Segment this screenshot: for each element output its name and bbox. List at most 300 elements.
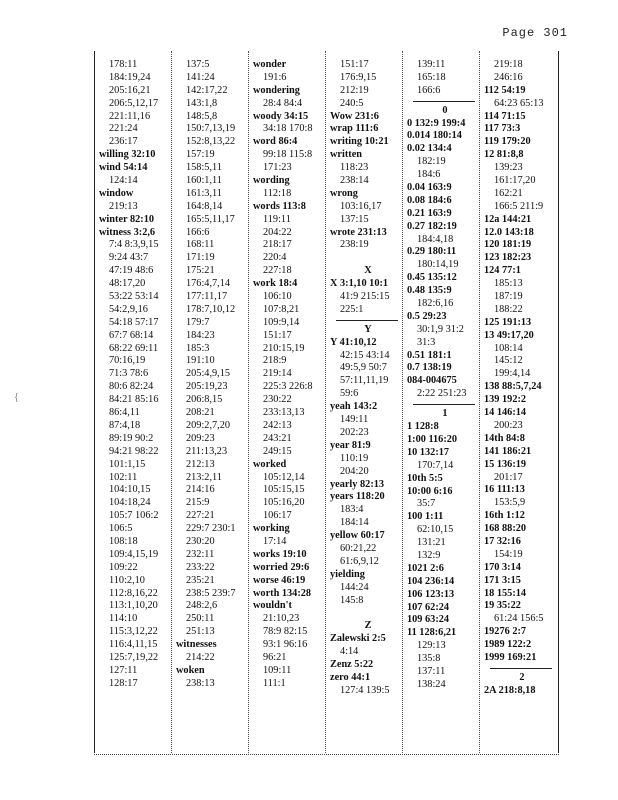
page-reference: 227:21 (186, 510, 215, 522)
section-rule (490, 668, 552, 669)
page-reference: 218:17 (263, 239, 292, 251)
page-reference: 145:8 (340, 594, 364, 606)
page-reference: 202:23 (340, 426, 369, 438)
index-term: 10 132:17 (407, 446, 450, 458)
page-reference: 116:4,11,15 (109, 639, 158, 651)
page-reference: 191:6 (263, 71, 287, 83)
index-term: 2A 218:8,18 (484, 684, 536, 696)
index-column-4 (330, 59, 406, 698)
page-reference: 84:21 85:16 (109, 394, 159, 406)
index-term: 0.7 138:19 (407, 362, 452, 374)
page-reference: 166:6 (417, 84, 441, 96)
page-reference: 233:13,13 (263, 407, 305, 419)
index-term: 123 182:23 (484, 252, 532, 264)
page-reference: 151:17 (340, 59, 369, 70)
index-term: wording (253, 175, 290, 187)
page-reference: 61:6,9,12 (340, 555, 379, 567)
page-reference: 41:9 215:15 (340, 291, 390, 303)
page-reference: 184:14 (340, 517, 369, 529)
index-term: writing 10:21 (330, 136, 389, 148)
page-reference: 64:23 65:13 (494, 97, 544, 109)
page-reference: 213:2,11 (186, 471, 222, 483)
page-reference: 119:11 (263, 213, 291, 225)
page-reference: 168:11 (186, 239, 215, 251)
section-letter: 2 (519, 671, 525, 683)
page-reference: 212:19 (340, 84, 369, 96)
index-term: 12 81:8,8 (484, 149, 524, 161)
index-term: window (99, 187, 134, 199)
page-reference: 221:24 (109, 123, 138, 135)
page-reference: 175:21 (186, 265, 215, 277)
page-reference: 132:9 (417, 549, 441, 561)
section-letter: 0 (442, 104, 448, 116)
index-term: 12.0 143:18 (484, 226, 534, 238)
index-term: written (330, 149, 363, 161)
index-term: witness 3:2,6 (99, 226, 156, 238)
index-term: worked (253, 458, 287, 470)
index-term: wonder (253, 59, 287, 70)
page-reference: 220:4 (263, 252, 287, 264)
page-reference: 125:7,19,22 (109, 651, 159, 663)
index-term: 0.29 180:11 (407, 246, 457, 258)
page-reference: 28:4 84:4 (263, 97, 303, 109)
page-reference: 180:14,19 (417, 259, 459, 271)
page-reference: 139:11 (417, 59, 446, 70)
page-reference: 215:9 (186, 497, 210, 509)
index-term: 112 54:19 (484, 84, 526, 96)
page-reference: 152:8,13,22 (186, 136, 236, 148)
page-reference: 229:7 230:1 (186, 523, 236, 535)
page-reference: 109:11 (263, 664, 292, 676)
index-term: wouldn't (253, 600, 292, 612)
page-reference: 104:10,15 (109, 484, 151, 496)
page-reference: 230:20 (186, 535, 215, 547)
page-reference: 219:18 (494, 59, 523, 70)
page-reference: 153:5,9 (494, 497, 526, 509)
index-frame (94, 51, 559, 753)
index-term: 084-004675 (407, 375, 457, 387)
page-reference: 57:11,11,19 (340, 375, 389, 387)
page-reference: 210:15,19 (263, 342, 305, 354)
page-reference: 99:18 115:8 (263, 149, 313, 161)
page-reference: 230:22 (263, 394, 292, 406)
page-reference: 31:3 (417, 336, 436, 348)
page-reference: 204:22 (263, 226, 292, 238)
index-term: 138 88:5,7,24 (484, 381, 542, 393)
page-reference: 251:13 (186, 626, 215, 638)
index-term: 1999 169:21 (484, 651, 537, 663)
index-term: wondering (253, 84, 300, 96)
page-reference: 144:24 (340, 581, 369, 593)
page-reference: 137:11 (417, 665, 446, 677)
page-reference: 182:19 (417, 156, 446, 168)
index-term: worse 46:19 (253, 574, 306, 586)
page-reference: 148:5,8 (186, 110, 218, 122)
page-reference: 185:13 (494, 278, 523, 290)
index-term: 13 49:17,20 (484, 329, 534, 341)
index-term: Zenz 5:22 (330, 658, 374, 670)
page-reference: 199:4,14 (494, 368, 531, 380)
page-reference: 108:14 (494, 342, 523, 354)
index-term: woken (176, 664, 205, 676)
page-reference: 249:15 (263, 445, 292, 457)
index-term: 0.45 135:12 (407, 272, 457, 284)
page-reference: 165:18 (417, 71, 446, 83)
page-reference: 204:20 (340, 465, 369, 477)
page-reference: 184:6 (417, 169, 441, 181)
page-reference: 21:10,23 (263, 613, 300, 625)
index-term: yearly 82:13 (330, 478, 385, 490)
page-reference: 34:18 170:8 (263, 123, 313, 135)
page-reference: 162:21 (494, 187, 523, 199)
section-letter: 1 (442, 408, 448, 420)
page-reference: 187:19 (494, 291, 523, 303)
page-reference: 93:1 96:16 (263, 639, 308, 651)
page-reference: 151:17 (263, 329, 292, 341)
page-reference: 129:13 (417, 640, 446, 652)
page-reference: 176:9,15 (340, 71, 377, 83)
page-reference: 150:7,13,19 (186, 123, 236, 135)
index-term: 1989 122:2 (484, 639, 532, 651)
page-reference: 232:11 (186, 548, 215, 560)
page-reference: 171:23 (263, 162, 292, 174)
index-term: 12a 144:21 (484, 213, 532, 225)
index-term: 125 191:13 (484, 316, 532, 328)
page-reference: 206:8,15 (186, 394, 223, 406)
section-rule (413, 101, 475, 102)
index-term: 0.02 134:4 (407, 143, 452, 155)
page-reference: 188:22 (494, 303, 523, 315)
page-reference: 139:23 (494, 162, 523, 174)
page-reference: 218:9 (263, 355, 287, 367)
page-reference: 114:10 (109, 613, 138, 625)
index-term: work 18:4 (253, 278, 298, 290)
section-letter: Y (364, 323, 372, 335)
index-term: zero 44:1 (330, 671, 371, 683)
page-reference: 105:12,14 (263, 471, 305, 483)
page-reference: 184:4,18 (417, 233, 454, 245)
page-reference: 250:11 (186, 613, 215, 625)
page-reference: 2:22 251:23 (417, 388, 467, 400)
index-term: 117 73:3 (484, 123, 521, 135)
page-reference: 118:23 (340, 162, 369, 174)
page-reference: 238:5 239:7 (186, 587, 236, 599)
index-term: 1 128:8 (407, 421, 439, 433)
page-reference: 212:13 (186, 458, 215, 470)
index-term: 0.21 163:9 (407, 207, 452, 219)
page-reference: 208:21 (186, 407, 215, 419)
page-reference: 127:11 (109, 664, 138, 676)
index-term: worried 29:6 (253, 561, 310, 573)
page-reference: 238:19 (340, 239, 369, 251)
page-reference: 183:4 (340, 504, 364, 516)
page-reference: 101:1,15 (109, 458, 146, 470)
page-reference: 164:8,14 (186, 200, 223, 212)
page-reference: 219:14 (263, 368, 292, 380)
page-reference: 60:21,22 (340, 542, 377, 554)
page-reference: 238:13 (186, 677, 215, 689)
page-reference: 49:5,9 50:7 (340, 362, 387, 374)
page-reference: 48:17,20 (109, 278, 146, 290)
page-reference: 242:13 (263, 419, 292, 431)
page-reference: 62:10,15 (417, 524, 454, 536)
page-reference: 184:19,24 (109, 71, 151, 83)
page-reference: 209:23 (186, 432, 215, 444)
index-term: 0.08 184:6 (407, 194, 452, 206)
index-term: 0.51 181:1 (407, 349, 452, 361)
page-reference: 157:19 (186, 149, 215, 161)
page-reference: 127:4 139:5 (340, 684, 390, 696)
index-term: 16 111:13 (484, 484, 525, 496)
page-reference: 71:3 78:6 (109, 368, 149, 380)
index-term: 19276 2:7 (484, 626, 527, 638)
page-reference: 30:1,9 31:2 (417, 323, 464, 335)
page-reference: 225:1 (340, 303, 364, 315)
index-term: 124 77:1 (484, 265, 521, 277)
index-term: yeah 143:2 (330, 401, 378, 413)
index-term: 114 71:15 (484, 110, 526, 122)
page-reference: 214:16 (186, 484, 215, 496)
page-reference: 248:2,6 (186, 600, 218, 612)
index-term: 0 132:9 199:4 (407, 117, 466, 129)
page-reference: 221:11,16 (109, 110, 151, 122)
index-term: 109 63:24 (407, 614, 450, 626)
page-reference: 54:2,9,16 (109, 303, 148, 315)
page-reference: 135:8 (417, 653, 441, 665)
index-term: 107 62:24 (407, 601, 450, 613)
index-term: years 118:20 (330, 491, 385, 503)
index-term: witnesses (176, 639, 217, 651)
index-term: 19 35:22 (484, 600, 521, 612)
index-term: 15 136:19 (484, 458, 527, 470)
page-reference: 17:14 (263, 535, 287, 547)
page-reference: 137:5 (186, 59, 210, 70)
page-reference: 246:16 (494, 71, 523, 83)
page-reference: 149:11 (340, 414, 369, 426)
page-reference: 200:23 (494, 419, 523, 431)
index-term: 0.48 135:9 (407, 285, 452, 297)
index-term: 14 146:14 (484, 407, 527, 419)
index-column-3 (253, 59, 329, 691)
index-term: 141 186:21 (484, 445, 532, 457)
page-reference: 143:1,8 (186, 97, 218, 109)
index-term: works 19:10 (253, 548, 307, 560)
page-reference: 166:6 (186, 226, 210, 238)
page-reference: 61:24 156:5 (494, 613, 544, 625)
index-term: 106 123:13 (407, 588, 455, 600)
page-reference: 177:11,17 (186, 291, 228, 303)
index-term: 14th 84:8 (484, 432, 525, 444)
page-reference: 191:10 (186, 355, 215, 367)
page-reference: 185:3 (186, 342, 210, 354)
page-reference: 113:1,10,20 (109, 600, 158, 612)
page-reference: 184:23 (186, 329, 215, 341)
page-reference: 108:18 (109, 535, 138, 547)
page-reference: 154:19 (494, 548, 523, 560)
page-reference: 165:5,11,17 (186, 213, 235, 225)
index-term: yellow 60:17 (330, 530, 385, 542)
page-reference: 206:5,12,17 (109, 97, 159, 109)
page-reference: 102:11 (109, 471, 138, 483)
index-term: words 113:8 (253, 200, 306, 212)
page-reference: 128:17 (109, 677, 138, 689)
index-term: Wow 231:6 (330, 110, 379, 122)
page-reference: 170:7,14 (417, 459, 454, 471)
page-number: Page 301 (502, 26, 568, 40)
page-reference: 131:21 (417, 537, 446, 549)
page-reference: 161:3,11 (186, 187, 222, 199)
index-term: 0.27 182:19 (407, 220, 457, 232)
index-term: 120 181:19 (484, 239, 532, 251)
index-term: 168 88:20 (484, 523, 527, 535)
index-column-6 (484, 59, 560, 698)
page-reference: 105:15,15 (263, 484, 305, 496)
page-reference: 160:1,11 (186, 175, 222, 187)
index-term: 104 236:14 (407, 575, 455, 587)
index-term: 139 192:2 (484, 394, 527, 406)
page-reference: 166:5 211:9 (494, 200, 544, 212)
index-term: 1:00 116:20 (407, 433, 458, 445)
page-reference: 103:16,17 (340, 200, 382, 212)
page-reference: 59:6 (340, 388, 359, 400)
page-reference: 4:14 (340, 646, 359, 658)
page-reference: 109:22 (109, 561, 138, 573)
page-reference: 110:19 (340, 452, 369, 464)
page-reference: 124:14 (109, 175, 138, 187)
bottom-border (94, 754, 559, 755)
index-term: 0.5 29:23 (407, 310, 447, 322)
page-reference: 106:17 (263, 510, 292, 522)
page-reference: 209:2,7,20 (186, 419, 231, 431)
index-term: working (253, 523, 290, 535)
page-reference: 109:4,15,19 (109, 548, 159, 560)
page-reference: 137:15 (340, 213, 369, 225)
page-reference: 106:5 (109, 523, 133, 535)
page-reference: 115:3,12,22 (109, 626, 158, 638)
spacer (330, 607, 406, 620)
page-reference: 205:4,9,15 (186, 368, 231, 380)
page-reference: 236:17 (109, 136, 138, 148)
page-reference: 178:7,10,12 (186, 303, 236, 315)
index-term: Zalewski 2:5 (330, 633, 386, 645)
page-reference: 233:22 (186, 561, 215, 573)
index-term: 0.014 180:14 (407, 130, 462, 142)
page-reference: 111:1 (263, 677, 286, 689)
page-reference: 35:7 (417, 498, 436, 510)
page-reference: 219:13 (109, 200, 138, 212)
page-reference: 86:4,11 (109, 407, 140, 419)
index-term: 0.04 163:9 (407, 182, 452, 194)
index-term: wind 54:14 (99, 162, 148, 174)
page-reference: 201:17 (494, 471, 523, 483)
page-reference: 67:7 68:14 (109, 329, 154, 341)
page-reference: 158:5,11 (186, 162, 222, 174)
page-reference: 214:22 (186, 651, 215, 663)
index-term: 100 1:11 (407, 511, 444, 523)
page-reference: 227:18 (263, 265, 292, 277)
page-reference: 141:24 (186, 71, 215, 83)
page-reference: 182:6,16 (417, 298, 454, 310)
page-reference: 145:12 (494, 355, 523, 367)
index-term: woody 34:15 (253, 110, 309, 122)
page-reference: 205:19,23 (186, 381, 228, 393)
page-reference: 243:21 (263, 432, 292, 444)
index-term: worth 134:28 (253, 587, 312, 599)
index-term: yielding (330, 568, 365, 580)
index-term: 170 3:14 (484, 561, 521, 573)
page-reference: 87:4,18 (109, 419, 141, 431)
index-term: 16th 1:12 (484, 510, 525, 522)
page-reference: 178:11 (109, 59, 138, 70)
index-term: Y 41:10,12 (330, 336, 377, 348)
page-reference: 109:9,14 (263, 316, 300, 328)
page-reference: 105:7 106:2 (109, 510, 159, 522)
page-reference: 161:17,20 (494, 175, 536, 187)
page-reference: 176:4,7,14 (186, 278, 231, 290)
index-term: 119 179:20 (484, 136, 531, 148)
index-term: 10th 5:5 (407, 472, 443, 484)
page-reference: 225:3 226:8 (263, 381, 313, 393)
section-rule (413, 404, 475, 405)
page-reference: 68:22 69:11 (109, 342, 159, 354)
page-reference: 235:21 (186, 574, 215, 586)
margin-mark: { (14, 392, 19, 403)
page-reference: 70:16,19 (109, 355, 146, 367)
page-reference: 78:9 82:15 (263, 626, 308, 638)
page-reference: 138:24 (417, 678, 446, 690)
page-reference: 112:18 (263, 187, 292, 199)
index-term: X 3:1,10 10:1 (330, 278, 389, 290)
index-term: 10:00 6:16 (407, 485, 453, 497)
page-reference: 240:5 (340, 97, 364, 109)
page-reference: 96:21 (263, 651, 287, 663)
page-reference: 211:13,23 (186, 445, 228, 457)
index-term: willing 32:10 (99, 149, 156, 161)
index-term: 18 155:14 (484, 587, 527, 599)
index-term: 11 128:6,21 (407, 627, 457, 639)
page-reference: 142:17,22 (186, 84, 228, 96)
index-term: word 86:4 (253, 136, 298, 148)
section-letter: X (364, 265, 372, 277)
page-reference: 105:16,20 (263, 497, 305, 509)
index-term: 1021 2:6 (407, 562, 444, 574)
index-term: wrap 111:6 (330, 123, 379, 135)
page-reference: 106:10 (263, 291, 292, 303)
page-reference: 7:4 8:3,9,15 (109, 239, 159, 251)
index-term: 171 3:15 (484, 574, 521, 586)
page-reference: 42:15 43:14 (340, 349, 390, 361)
page-reference: 112:8,16,22 (109, 587, 158, 599)
page-reference: 47:19 48:6 (109, 265, 154, 277)
index-column-1 (99, 59, 175, 691)
index-column-2 (176, 59, 252, 691)
index-term: wrote 231:13 (330, 226, 387, 238)
page-reference: 104:18,24 (109, 497, 151, 509)
index-term: winter 82:10 (99, 213, 155, 225)
page-reference: 171:19 (186, 252, 215, 264)
index-column-5 (407, 59, 483, 692)
index-term: 17 32:16 (484, 535, 521, 547)
page-reference: 89:19 90:2 (109, 432, 154, 444)
section-rule (336, 320, 398, 321)
page-reference: 205:16,21 (109, 84, 151, 96)
index-term: wrong (330, 187, 358, 199)
page-reference: 179:7 (186, 316, 210, 328)
index-term: year 81:9 (330, 439, 371, 451)
page-reference: 9:24 43:7 (109, 252, 149, 264)
page-reference: 238:14 (340, 175, 369, 187)
section-letter: Z (364, 620, 372, 632)
